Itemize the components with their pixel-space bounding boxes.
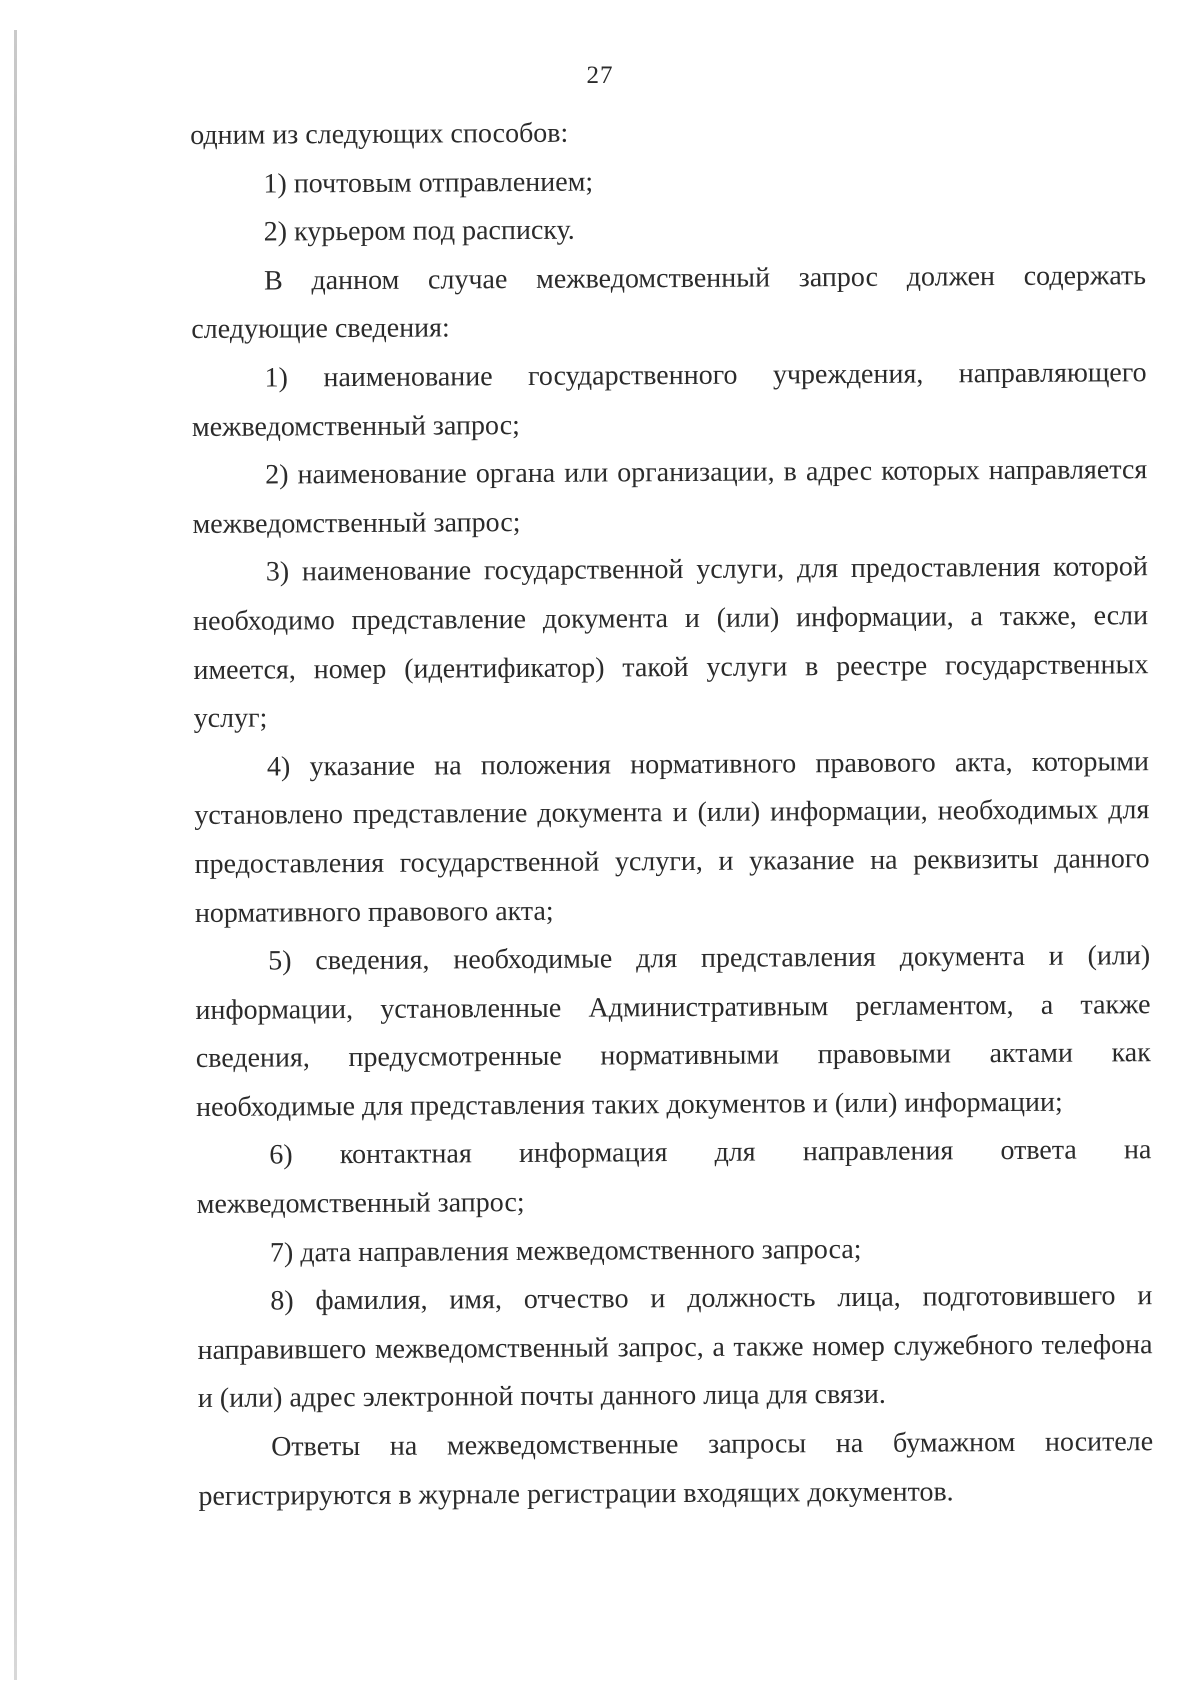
paragraph-method-2: 2) курьером под расписку. — [263, 214, 575, 248]
paragraph-responses: Ответы на межведомственные запросы на бумажном носителе регистрируются в журнале регистрации входящих документов. — [198, 1426, 1154, 1512]
document-body — [190, 106, 1154, 1521]
paragraph-item-3: 3) наименование государственной услуги, для предоставления которой необходимо представление документа и (или) информации, а также, если имеется, номер (идентификатор) такой услуги в реестре государственных услуг; — [193, 551, 1149, 735]
scan-edge-line — [14, 30, 17, 1680]
paragraph-item-5: 5) сведения, необходимые для представления документа и (или) информации, установленные Административным регламентом, а также сведения, предусмотренные нормативными правовыми актами как необходимые для представления таких документов и (или) информации; — [195, 940, 1151, 1123]
page-number: 27 — [586, 62, 614, 89]
paragraph-item-1: 1) наименование государственного учреждения, направляющего межведомственный запрос; — [191, 357, 1147, 443]
paragraph-item-8: 8) фамилия, имя, отчество и должность лица, подготовившего и направившего межведомственный запрос, а также номер служебного телефона и (или) адрес электронной почты данного лица для связи. — [197, 1280, 1153, 1415]
paragraph-item-4: 4) указание на положения нормативного правового акта, которыми установлено представление документа и (или) информации, необходимых для предоставления государственной услуги, и указание на реквизиты данного нормативного правового акта; — [194, 745, 1150, 929]
paragraph-item-6: 6) контактная информация для направления ответа на межведомственный запрос; — [196, 1134, 1152, 1221]
paragraph-intro: одним из следующих способов: — [190, 117, 569, 151]
paragraph-item-7: 7) дата направления межведомственного запроса; — [269, 1233, 862, 1269]
paragraph-request-contents: В данном случае межведомственный запрос должен содержать следующие сведения: — [191, 259, 1147, 346]
paragraph-method-1: 1) почтовым отправлением; — [263, 166, 594, 200]
paragraph-item-2: 2) наименование органа или организации, в адрес которых направляется межведомственный запрос; — [192, 454, 1148, 540]
